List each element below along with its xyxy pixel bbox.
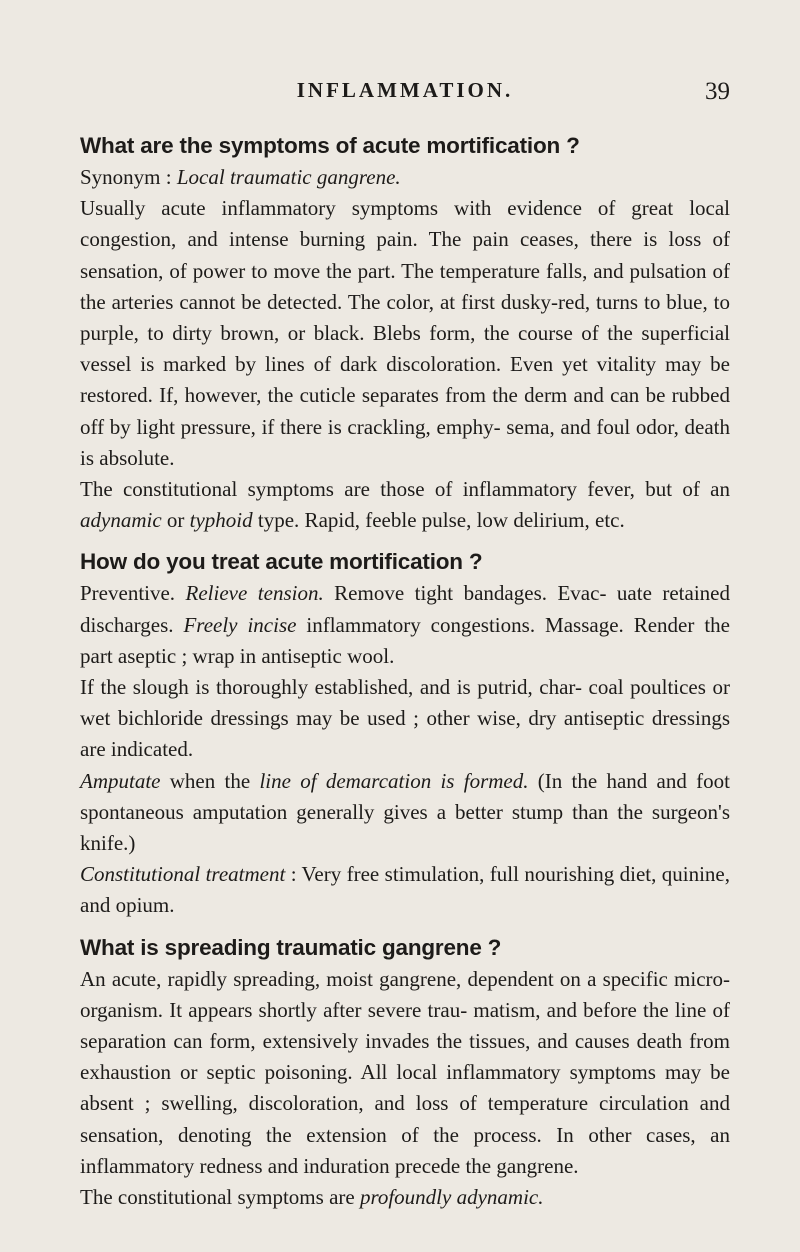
paragraph: Usually acute inflammatory symptoms with evidence of great local congestion, and intense burning pain. The pain ceases, there is loss of sensation, of power to move the part. The temperature falls, and pulsation of the arteries cannot be detected. The color, at first dusky-red, turns to blue, to purple, to dirty brown, or black. Blebs form, the course of the superficial vessel is marked by lines of dark discoloration. Even yet vitality may be restored. If, however, the cuticle separates from the derm and can be rubbed off by light pressure, if there is crackling, emphy- sema, and foul odor, death is absolute. [80, 196, 730, 470]
page-content [80, 130, 730, 1213]
question-heading: How do you treat acute mortification ? [80, 549, 483, 575]
paragraph: An acute, rapidly spreading, moist gangrene, dependent on a specific micro-organism. It appears shortly after severe trau- matism, and before the line of separation can form, extensively invades the tissues, and causes death from exhaustion or septic poisoning. All local inflammatory symptoms may be absent ; swelling, discoloration, and loss of temperature circulation and sensation, denoting the extension of the process. In other cases, an inflammatory redness and induration precede the gangrene. [80, 966, 730, 1178]
paragraph: If the slough is thoroughly established, and is putrid, char- coal poultices or wet bichloride dressings may be used ; other wise, dry antiseptic dressings are indicated. [80, 675, 730, 762]
paragraph: Preventive. Relieve tension. Remove tight bandages. Evac- uate retained discharges. Freely incise inflammatory congestions. Massage. Render the part aseptic ; wrap in antiseptic wool. [80, 581, 730, 668]
paragraph: The constitutional symptoms are profoundly adynamic. [80, 1185, 544, 1210]
running-head [80, 78, 730, 108]
running-title: INFLAMMATION. [296, 78, 514, 102]
paragraph: Amputate when the line of demarcation is formed. (In the hand and foot spontaneous amputation generally gives a better stump than the surgeon's knife.) [80, 768, 730, 856]
paragraph: Synonym : Local traumatic gangrene. [80, 165, 401, 189]
question-heading: What is spreading traumatic gangrene ? [80, 934, 502, 960]
paragraph: Constitutional treatment : Very free stimulation, full nourishing diet, quinine, and opium. [80, 862, 730, 918]
paragraph: The constitutional symptoms are those of inflammatory fever, but of an adynamic or typhoid type. Rapid, feeble pulse, low delirium, etc. [80, 477, 730, 533]
question-heading: What are the symptoms of acute mortification ? [80, 133, 580, 158]
page-number: 39 [705, 78, 730, 105]
